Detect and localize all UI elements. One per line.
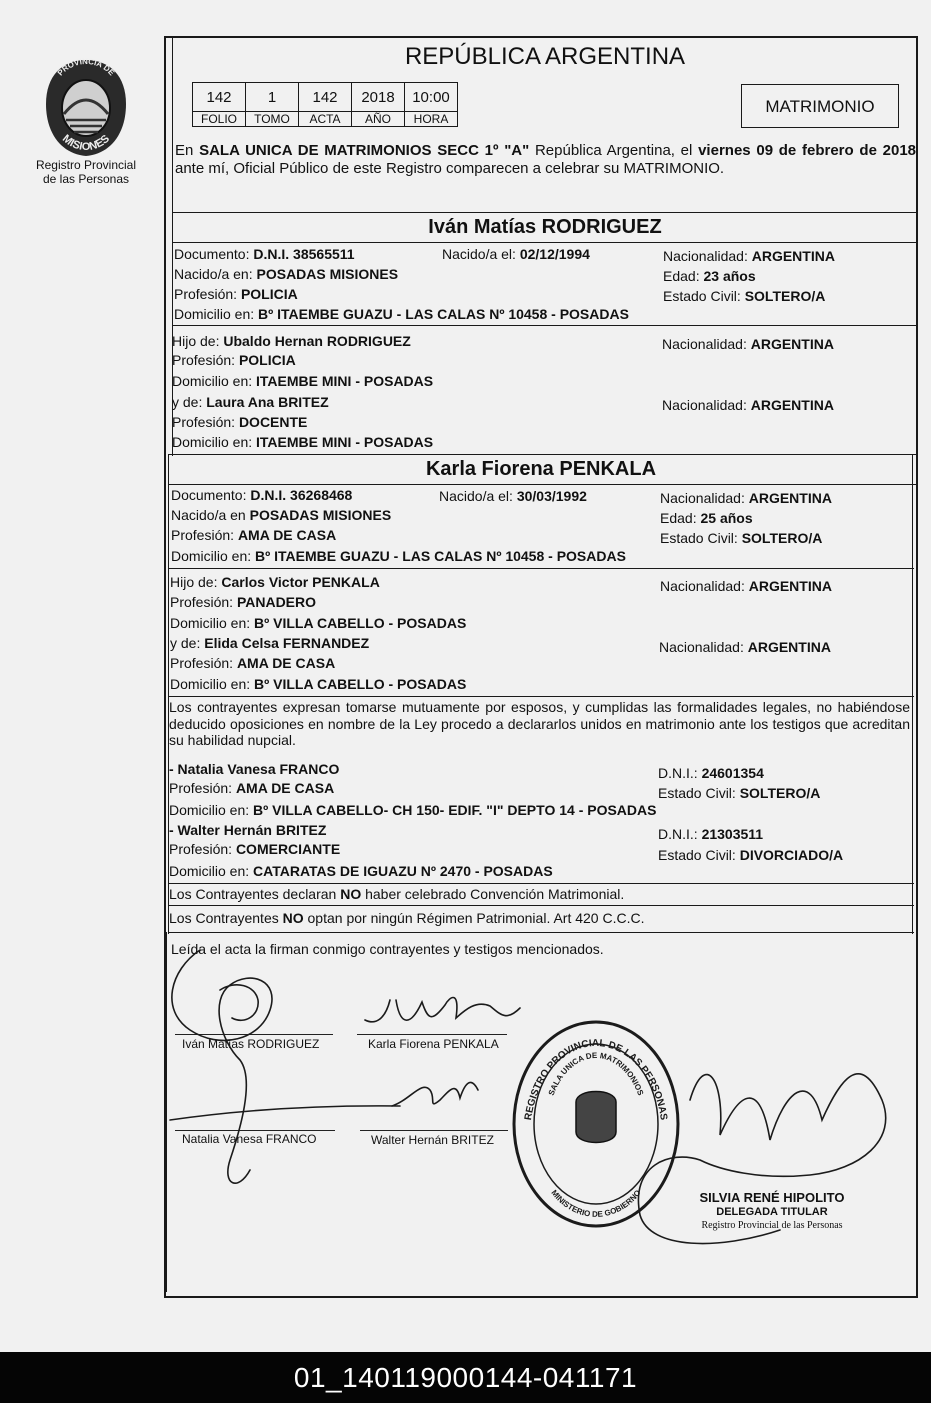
- bride-birthplace-label: Nacido/a en: [171, 507, 250, 523]
- witness1-profession: [169, 779, 334, 797]
- bride-nationality-value: ARGENTINA: [748, 490, 832, 506]
- groom-document-value: D.N.I. 38565511: [253, 246, 355, 262]
- registry-time-value: 10:00: [405, 83, 458, 112]
- groom-mother-nat-value: ARGENTINA: [750, 397, 834, 413]
- groom-nationality: [663, 247, 835, 265]
- groom-mother-addr-value: ITAEMBE MINI - POSADAS: [256, 434, 434, 450]
- bride-father-prof-value: PANADERO: [236, 594, 317, 610]
- groom-mother-label: y de:: [172, 394, 207, 410]
- bride-father-profession: [170, 593, 316, 611]
- witness1-signature-label: Natalia Vanesa FRANCO: [182, 1132, 317, 1146]
- registry-folio-label: FOLIO: [193, 112, 246, 127]
- intro-paragraph: [175, 142, 916, 178]
- witness1-addr-label: Domicilio en:: [169, 802, 254, 818]
- bride-birthplace-value: POSADAS MISIONES: [249, 507, 392, 523]
- groom-civil-status: [663, 287, 825, 305]
- bride-mother-nat-label: Nacionalidad:: [659, 639, 748, 655]
- groom-nationality-value: ARGENTINA: [751, 248, 835, 264]
- bride-mother-address: [170, 675, 466, 693]
- regime-text-2: optan por ningún Régimen Patrimonial. Art 420 C.C.C.: [303, 910, 645, 926]
- convention-negation: NO: [340, 886, 362, 902]
- divider: [168, 883, 914, 884]
- witness1-civil-value: SOLTERO/A: [739, 785, 821, 801]
- bride-address-value: Bº ITAEMBE GUAZU - LAS CALAS Nº 10458 - POSADAS: [255, 548, 626, 564]
- bride-age: [660, 509, 753, 527]
- witness1-name-value: - Natalia Vanesa FRANCO: [169, 761, 340, 777]
- groom-nationality-label: Nacionalidad:: [663, 248, 752, 264]
- groom-address-value: Bº ITAEMBE GUAZU - LAS CALAS Nº 10458 - POSADAS: [258, 306, 629, 322]
- witness1-name: [169, 760, 339, 778]
- bride-birthplace: [171, 506, 391, 524]
- bride-age-value: 25 años: [700, 510, 753, 526]
- registry-time-label: HORA: [405, 112, 458, 127]
- bride-signature-label: Karla Fiorena PENKALA: [368, 1037, 499, 1051]
- witness2-civil-value: DIVORCIADO/A: [739, 847, 844, 863]
- groom-birthplace-value: POSADAS MISIONES: [256, 266, 399, 282]
- groom-father-profession: [172, 351, 296, 369]
- bride-father: [170, 573, 380, 591]
- witness2-name-value: - Walter Hernán BRITEZ: [169, 822, 327, 838]
- groom-birthdate-value: 02/12/1994: [519, 246, 590, 262]
- groom-age-value: 23 años: [703, 268, 756, 284]
- witness1-civil-status: [658, 784, 820, 802]
- groom-father-prof-value: POLICIA: [238, 352, 296, 368]
- bride-father-nat-label: Nacionalidad:: [660, 578, 749, 594]
- groom-birthdate-label: Nacido/a el:: [442, 246, 520, 262]
- bride-nationality: [660, 489, 832, 507]
- official-office: Registro Provincial de las Personas: [701, 1220, 843, 1231]
- bride-mother-nationality: [659, 638, 831, 656]
- witness1-civil-label: Estado Civil:: [658, 785, 740, 801]
- bride-father-nat-value: ARGENTINA: [748, 578, 832, 594]
- groom-father: [172, 332, 411, 350]
- witness2-dni-value: 21303511: [701, 826, 764, 842]
- bride-birthdate-label: Nacido/a el:: [439, 488, 517, 504]
- groom-father-label: Hijo de:: [172, 333, 224, 349]
- bride-father-addr-value: Bº VILLA CABELLO - POSADAS: [254, 615, 467, 631]
- divider: [172, 325, 918, 326]
- logo-ring-bottom: MISIONES: [59, 132, 113, 153]
- bride-mother-addr-value: Bº VILLA CABELLO - POSADAS: [254, 676, 467, 692]
- witness2-dni: [658, 825, 763, 843]
- registry-year-label: AÑO: [352, 112, 405, 127]
- record-type-box: MATRIMONIO: [741, 84, 899, 128]
- bride-mother-addr-label: Domicilio en:: [170, 676, 255, 692]
- official-stamp: [510, 1018, 682, 1230]
- registry-acta-value: 142: [299, 83, 352, 112]
- bride-civil-status: [660, 529, 822, 547]
- groom-father-nationality: [662, 335, 834, 353]
- groom-document: [174, 245, 355, 263]
- groom-birthplace: [174, 265, 398, 283]
- bride-name: Karla Fiorena PENKALA: [425, 458, 657, 480]
- witness2-profession: [169, 840, 340, 858]
- bride-civil-label: Estado Civil:: [660, 530, 742, 546]
- groom-name: Iván Matías RODRIGUEZ: [428, 216, 662, 238]
- groom-age-label: Edad:: [663, 268, 704, 284]
- divider: [168, 905, 914, 906]
- witness2-address: [169, 862, 553, 880]
- bride-birthdate-value: 30/03/1992: [516, 488, 587, 504]
- convention-text-2: haber celebrado Convención Matrimonial.: [361, 886, 625, 902]
- bride-mother-prof-label: Profesión:: [170, 655, 237, 671]
- witness2-dni-label: D.N.I.:: [658, 826, 702, 842]
- witness2-addr-label: Domicilio en:: [169, 863, 254, 879]
- groom-profession: [174, 285, 298, 303]
- divider: [168, 696, 914, 697]
- witness2-civil-label: Estado Civil:: [658, 847, 740, 863]
- groom-birthplace-label: Nacido/a en:: [174, 266, 257, 282]
- official-block: [682, 1190, 862, 1233]
- groom-mother-profession: [172, 413, 307, 431]
- stamp-ring-inner: SALA UNICA DE MATRIMONIOS: [546, 1050, 646, 1097]
- witness1-dni-label: D.N.I.:: [658, 765, 702, 781]
- regime-text-1: Los Contrayentes: [169, 910, 283, 926]
- bride-father-nationality: [660, 577, 832, 595]
- bride-age-label: Edad:: [660, 510, 701, 526]
- province-logo: [40, 56, 132, 158]
- bride-mother-nat-value: ARGENTINA: [747, 639, 831, 655]
- bride-mother-profession: [170, 654, 335, 672]
- groom-father-addr-label: Domicilio en:: [172, 373, 257, 389]
- divider: [168, 454, 916, 455]
- intro-text-3: ante mí, Oficial Público de este Registro comparecen a celebrar su MATRIMONIO.: [175, 160, 725, 177]
- bride-profession: [171, 526, 336, 544]
- registry-tomo-value: 1: [246, 83, 299, 112]
- groom-father-nat-value: ARGENTINA: [750, 336, 834, 352]
- witness1-address: [169, 801, 656, 819]
- groom-mother-addr-label: Domicilio en:: [172, 434, 257, 450]
- witness1-prof-label: Profesión:: [169, 780, 236, 796]
- groom-address: [174, 305, 629, 323]
- registry-table: [192, 82, 458, 127]
- groom-father-nat-label: Nacionalidad:: [662, 336, 751, 352]
- bride-document: [171, 486, 352, 504]
- bride-father-prof-label: Profesión:: [170, 594, 237, 610]
- logo-caption-line2: de las Personas: [42, 172, 130, 186]
- divider: [172, 212, 918, 213]
- witness2-prof-label: Profesión:: [169, 841, 236, 857]
- declaration-text: Los contrayentes expresan tomarse mutuamente por esposos, y cumplidas las formalidades legales, no habiéndose deducido oposiciones en nombre de la Ley procedo a declararlos unidos en matrimonio ante los testigos que acreditan su habilidad nupcial.: [169, 699, 910, 748]
- logo-caption-line1: Registro Provincial: [35, 158, 137, 172]
- convention-text-1: Los Contrayentes declaran: [169, 886, 341, 902]
- logo-ring-top: PROVINCIA DE: [55, 56, 117, 78]
- groom-age: [663, 267, 756, 285]
- groom-profession-label: Profesión:: [174, 286, 241, 302]
- official-title: DELEGADA TITULAR: [716, 1206, 828, 1218]
- registry-folio-value: 142: [193, 83, 246, 112]
- bride-civil-value: SOLTERO/A: [741, 530, 823, 546]
- registry-tomo-label: TOMO: [246, 112, 299, 127]
- groom-mother-prof-value: DOCENTE: [238, 414, 308, 430]
- witness1-prof-value: AMA DE CASA: [235, 780, 335, 796]
- groom-civil-label: Estado Civil:: [663, 288, 745, 304]
- official-name: SILVIA RENÉ HIPOLITO: [699, 1190, 845, 1205]
- intro-date: viernes 09 de febrero de 2018: [698, 142, 916, 159]
- groom-mother-nationality: [662, 396, 834, 414]
- convention-statement: [169, 885, 624, 903]
- bride-document-label: Documento:: [171, 487, 251, 503]
- stamp-ring-outer: REGISTRO PROVINCIAL DE LAS PERSONAS: [523, 1037, 669, 1121]
- groom-civil-value: SOLTERO/A: [744, 288, 826, 304]
- groom-profession-value: POLICIA: [240, 286, 298, 302]
- groom-father-addr-value: ITAEMBE MINI - POSADAS: [256, 373, 434, 389]
- witness2-addr-value: CATARATAS DE IGUAZU Nº 2470 - POSADAS: [253, 863, 553, 879]
- intro-text-1: En: [175, 142, 200, 159]
- registry-year-value: 2018: [352, 83, 405, 112]
- divider: [168, 484, 916, 485]
- groom-father-prof-label: Profesión:: [172, 352, 239, 368]
- witness1-dni: [658, 764, 764, 782]
- bride-father-addr-label: Domicilio en:: [170, 615, 255, 631]
- bride-nationality-label: Nacionalidad:: [660, 490, 749, 506]
- document-code: 01_140119000144-041171: [0, 1352, 931, 1403]
- intro-office: SALA UNICA DE MATRIMONIOS SECC 1º "A": [199, 142, 530, 159]
- bride-address: [171, 547, 626, 565]
- divider: [168, 568, 914, 569]
- witness2-prof-value: COMERCIANTE: [235, 841, 341, 857]
- divider: [912, 454, 913, 934]
- bride-mother-label: y de:: [170, 635, 205, 651]
- regime-negation: NO: [282, 910, 304, 926]
- reading-statement: Leída el acta la firman conmigo contrayentes y testigos mencionados.: [171, 941, 604, 957]
- stamp-ring-bottom: MINISTERIO DE GOBIERNO: [549, 1188, 643, 1219]
- witness1-addr-value: Bº VILLA CABELLO- CH 150- EDIF. "I" DEPTO 14 - POSADAS: [253, 802, 657, 818]
- witness2-name: [169, 821, 326, 839]
- groom-mother-prof-label: Profesión:: [172, 414, 239, 430]
- bride-mother-prof-value: AMA DE CASA: [236, 655, 336, 671]
- groom-mother-value: Laura Ana BRITEZ: [206, 394, 329, 410]
- bride-profession-value: AMA DE CASA: [237, 527, 337, 543]
- bride-father-label: Hijo de:: [170, 574, 222, 590]
- bride-mother-value: Elida Celsa FERNANDEZ: [204, 635, 370, 651]
- groom-address-label: Domicilio en:: [174, 306, 259, 322]
- bride-profession-label: Profesión:: [171, 527, 238, 543]
- logo-caption: [20, 158, 152, 186]
- bride-address-label: Domicilio en:: [171, 548, 256, 564]
- witness2-civil-status: [658, 846, 843, 864]
- bride-father-value: Carlos Victor PENKALA: [221, 574, 380, 590]
- intro-text-2: República Argentina, el: [529, 142, 699, 159]
- groom-birthdate: [442, 245, 590, 263]
- bride-mother: [170, 634, 369, 652]
- country-title: REPÚBLICA ARGENTINA: [404, 43, 686, 70]
- groom-mother: [172, 393, 329, 411]
- regime-statement: [169, 909, 644, 927]
- witness1-dni-value: 24601354: [701, 765, 764, 781]
- witness2-signature-label: Walter Hernán BRITEZ: [371, 1133, 494, 1147]
- divider: [172, 242, 918, 243]
- groom-signature-label: Iván Matías RODRIGUEZ: [182, 1037, 320, 1051]
- groom-mother-address: [172, 433, 433, 451]
- bride-birthdate: [439, 487, 587, 505]
- groom-mother-nat-label: Nacionalidad:: [662, 397, 751, 413]
- registry-acta-label: ACTA: [299, 112, 352, 127]
- groom-document-label: Documento:: [174, 246, 254, 262]
- groom-father-value: Ubaldo Hernan RODRIGUEZ: [223, 333, 411, 349]
- bride-father-address: [170, 614, 466, 632]
- groom-father-address: [172, 372, 433, 390]
- bride-document-value: D.N.I. 36268468: [250, 487, 353, 503]
